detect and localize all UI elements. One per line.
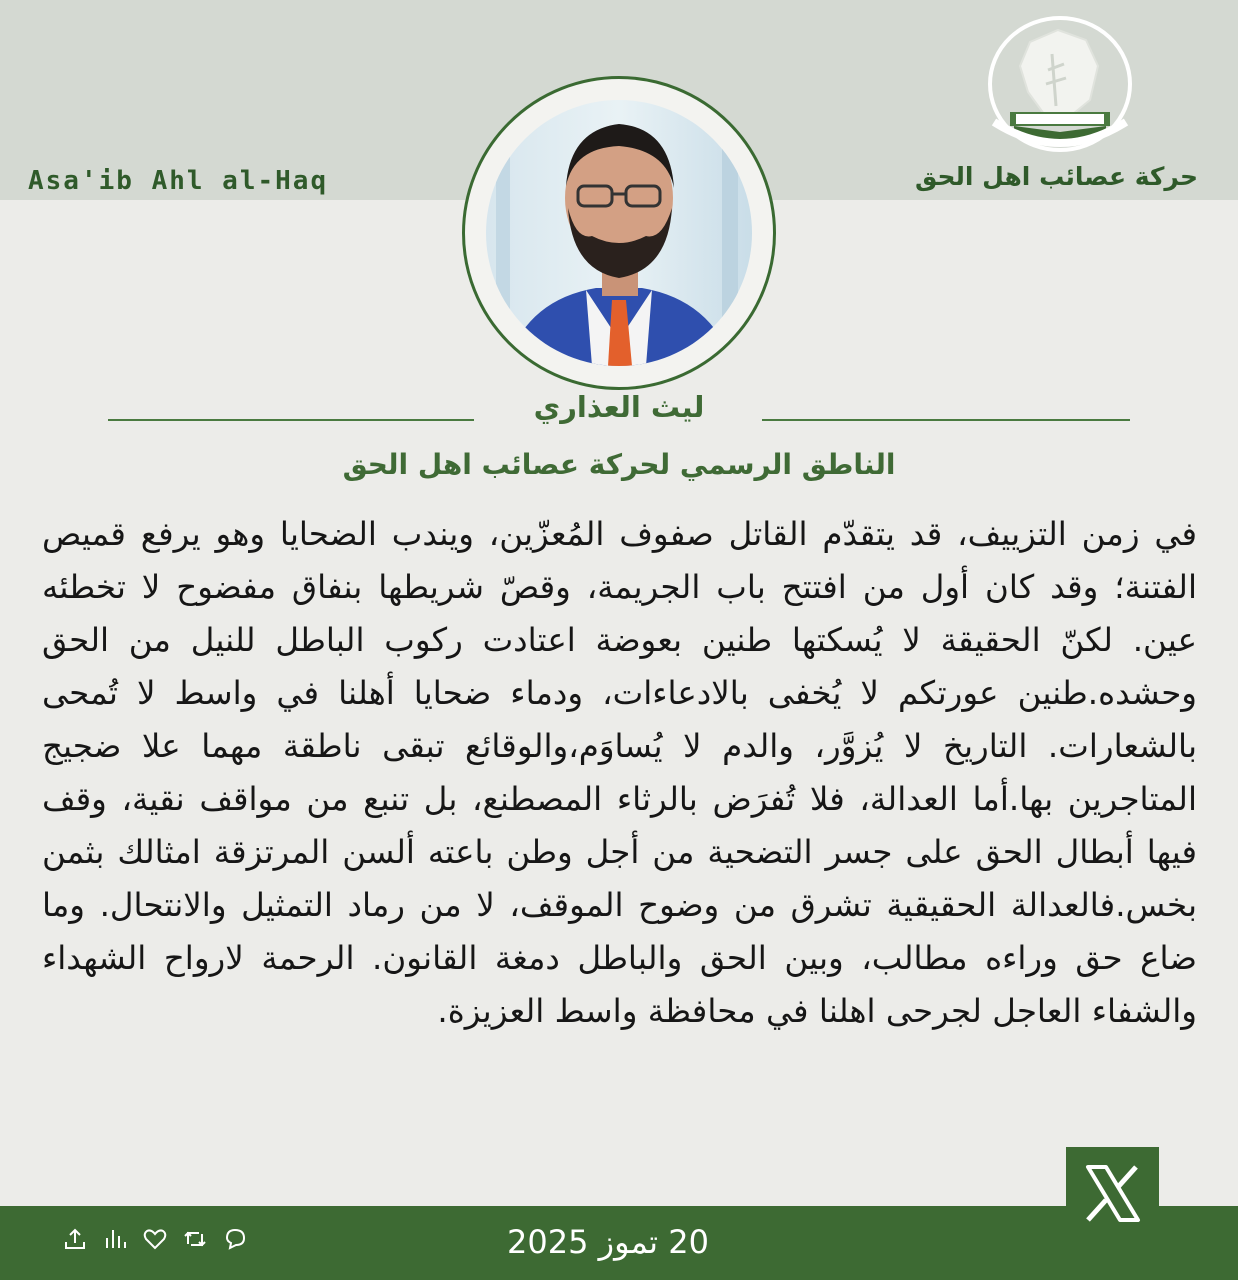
statement-text: في زمن التزييف، قد يتقدّم القاتل صفوف المُعزّين، ويندب الضحايا وهو يرفع قميص الفتنة؛ وقد كان أول من افتتح باب الجريمة، وقصّ شريطها بنفاق مفضوح لا تخطئه عين. لكنّ الحقيقة لا يُسكتها طنين بعوضة اعتادت ركوب الباطل للنيل من الحق وحشده.طنين عورتكم لا يُخفى بالادعاءات، ودماء ضحايا أهلنا في واسط لا تُمحى بالشعارات. التاريخ لا يُزوَّر، والدم لا يُساوَم،والوقائع تبقى ناطقة مهما علا ضجيج المتاجرين بها.أما العدالة، فلا تُفرَض بالرثاء المصطنع، بل تنبع من مواقف نقية، وقف فيها أبطال الحق على جسر التضحية من أجل وطن باعته ألسن المرتزقة امثالك بثمن بخس.فالعدالة الحقيقية تشرق من وضوح الموقف، لا من رماد التمثيل والانتحال. وما ضاع حق وراءه مطالب، وبين الحق والباطل دمغة القانون. الرحمة لارواح الشهداء والشفاء العاجل لجرحى اهلنا في محافظة واسط العزيزة.	[42, 515, 1197, 1030]
party-emblem-icon	[980, 14, 1140, 164]
speaker-name: ليث العذاري	[533, 390, 705, 424]
x-logo-icon	[1066, 1147, 1159, 1240]
post-date: 20 تموز 2025	[507, 1223, 709, 1261]
post-actions	[62, 1226, 248, 1256]
speaker-title: الناطق الرسمي لحركة عصائب اهل الحق	[342, 448, 896, 481]
share-icon[interactable]	[62, 1226, 88, 1252]
reply-icon[interactable]	[222, 1226, 248, 1252]
views-icon[interactable]	[102, 1226, 128, 1252]
retweet-icon[interactable]	[182, 1226, 208, 1252]
speaker-portrait	[486, 100, 752, 366]
brand-name-arabic: حركة عصائب اهل الحق	[914, 162, 1198, 191]
brand-name-english: Asa'ib Ahl al-Haq	[28, 166, 329, 196]
like-icon[interactable]	[142, 1226, 168, 1252]
